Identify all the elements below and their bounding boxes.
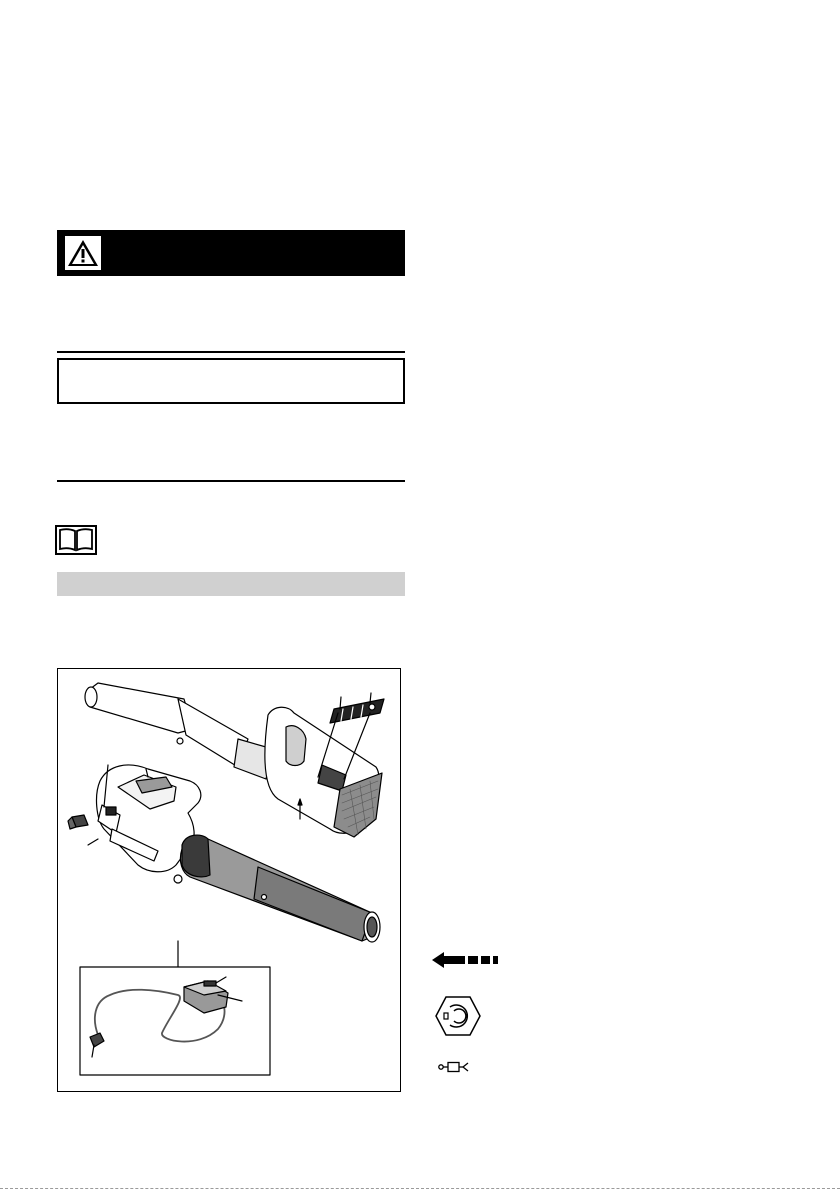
page-bottom-edge (0, 1188, 840, 1189)
plug-connector-icon (438, 1061, 470, 1073)
warning-banner (57, 230, 405, 276)
section-header-bar (57, 572, 405, 596)
leaf-blower-illustration (58, 669, 400, 1091)
product-illustration-figure (57, 668, 401, 1092)
divider (57, 480, 405, 482)
divider (57, 351, 405, 353)
air-flow-direction-arrow-icon (432, 951, 504, 969)
warning-triangle-icon (65, 236, 101, 270)
note-box (57, 358, 405, 404)
charging-socket-icon (434, 995, 482, 1037)
operating-manual-book-icon (55, 525, 97, 555)
